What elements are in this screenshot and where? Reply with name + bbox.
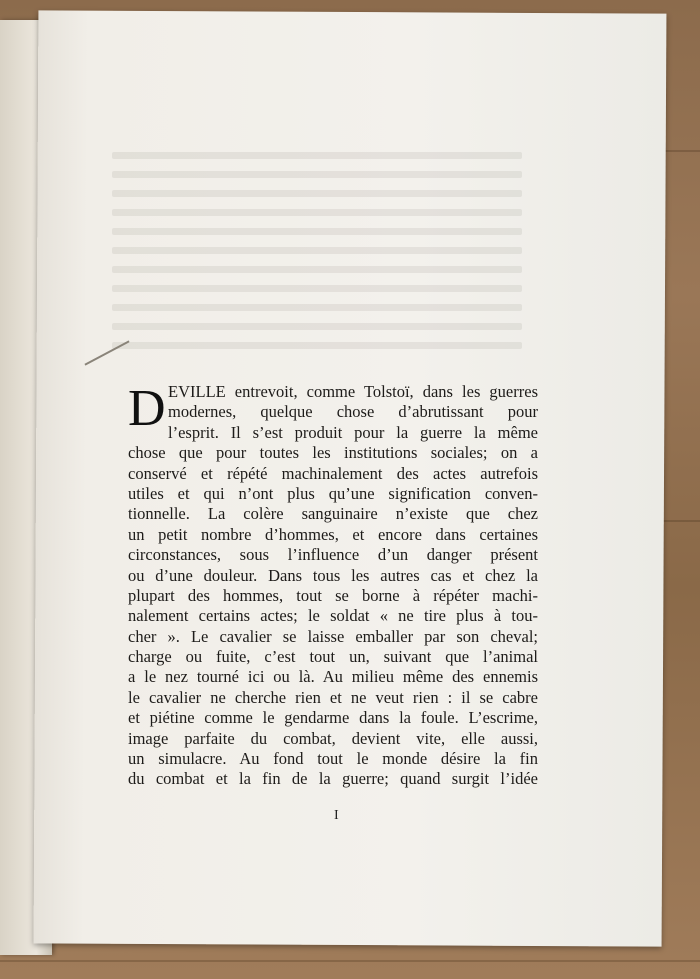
- bleed-through-line: [112, 209, 522, 216]
- text-line: image parfaite du combat, devient vite, elle aussi,: [128, 728, 538, 748]
- text-line: du combat et la fin de la guerre; quand surgit l’idée: [128, 769, 538, 789]
- bleed-through-line: [112, 342, 522, 349]
- text-line: nalement certains actes; le soldat « ne tire plus à tou-: [128, 606, 538, 626]
- bleed-through-line: [112, 304, 522, 311]
- bleed-through-line: [112, 152, 522, 159]
- text-line: circonstances, sous l’influence d’un danger présent: [128, 545, 538, 565]
- opening-lines: [168, 382, 538, 443]
- text-line: modernes, quelque chose d’abrutissant pour: [168, 402, 538, 422]
- text-line: [168, 382, 538, 402]
- text-line: l’esprit. Il s’est produit pour la guerre la même: [168, 422, 538, 442]
- text-line: utiles et qui n’ont plus qu’une signification conven-: [128, 483, 538, 503]
- text-line: un simulacre. Au fond tout le monde désire la fin: [128, 749, 538, 769]
- page-number: I: [334, 808, 339, 823]
- bleed-through-line: [112, 228, 522, 235]
- bleed-through-line: [112, 171, 522, 178]
- text-line: le cavalier ne cherche rien et ne veut rien : il se cabre: [128, 687, 538, 707]
- text-line: plupart des hommes, tout se borne à répéter machi-: [128, 585, 538, 605]
- text-line: un petit nombre d’hommes, et encore dans certaines: [128, 524, 538, 544]
- text-line: chose que pour toutes les institutions sociales; on a: [128, 443, 538, 463]
- text-line-rest: entrevoit, comme Tolstoï, dans les guerres: [225, 382, 538, 401]
- bleed-through-line: [112, 323, 522, 330]
- text-line: cher ». Le cavalier se laisse emballer par son cheval;: [128, 626, 538, 646]
- text-line: tionnelle. La colère sanguinaire n’existe que chez: [128, 504, 538, 524]
- body-text: [128, 382, 538, 790]
- small-caps-word: EVILLE: [168, 382, 226, 401]
- bleed-through-line: [112, 190, 522, 197]
- bleed-through-line: [112, 285, 522, 292]
- opening-block: [128, 382, 538, 443]
- drop-cap: D: [128, 382, 166, 437]
- text-line: et piétine comme le gendarme dans la foule. L’escrime,: [128, 708, 538, 728]
- text-line: charge ou fuite, c’est tout un, suivant que l’animal: [128, 647, 538, 667]
- bleed-through-line: [112, 247, 522, 254]
- remaining-lines: [128, 443, 538, 790]
- bleed-through-line: [112, 266, 522, 273]
- wood-grain: [0, 960, 700, 962]
- text-line: conservé et répété machinalement des actes autrefois: [128, 463, 538, 483]
- text-line: a le nez tourné ici ou là. Au milieu même des ennemis: [128, 667, 538, 687]
- text-line: ou d’une douleur. Dans tous les autres cas et chez la: [128, 565, 538, 585]
